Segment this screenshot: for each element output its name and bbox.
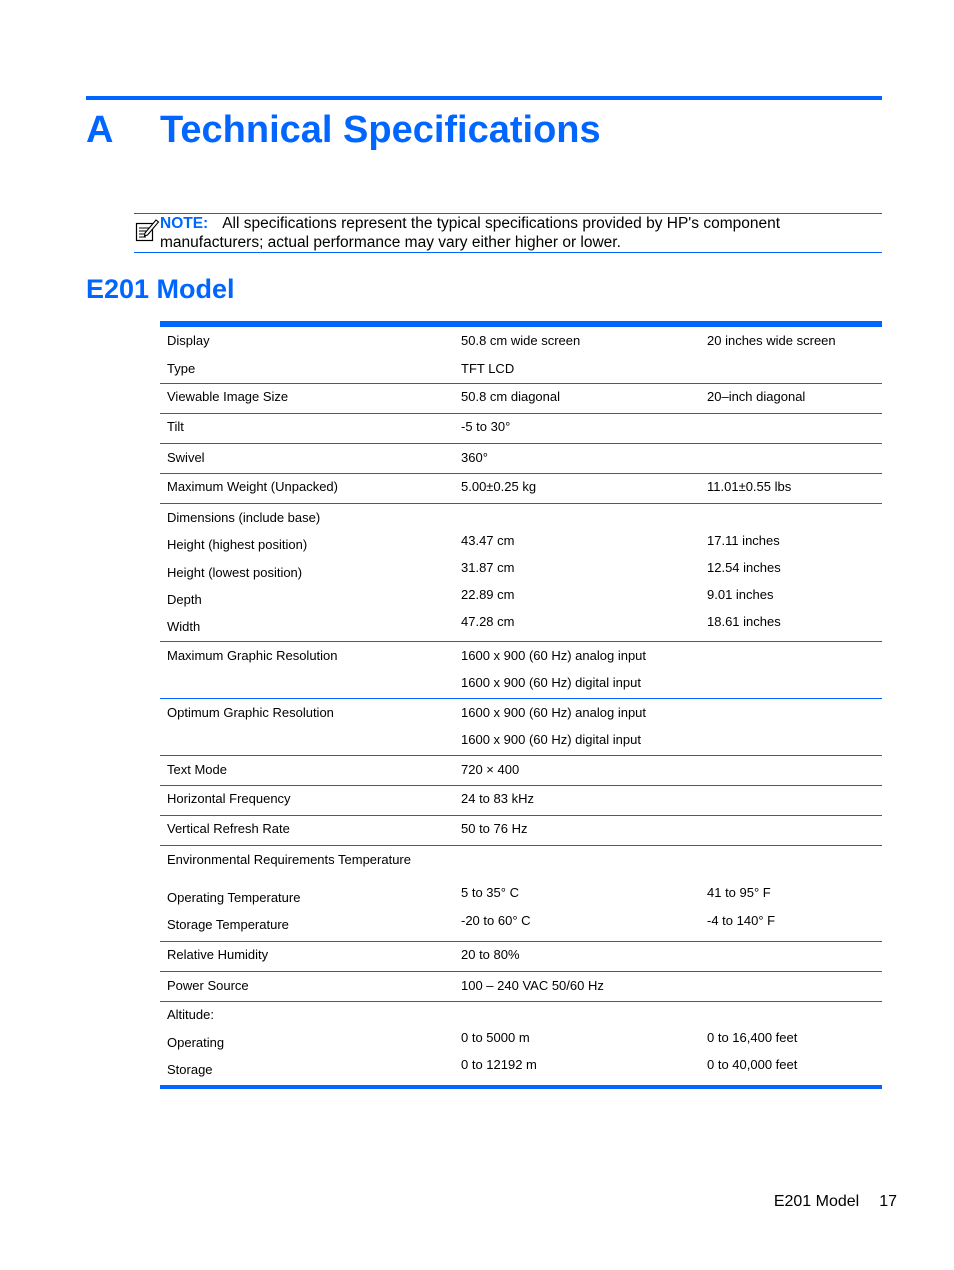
spec-sublabel: Width [167, 619, 201, 634]
spec-metric: 1600 x 900 (60 Hz) digital input [461, 675, 641, 690]
spec-imperial: 17.11 inches [707, 533, 780, 548]
spec-metric: 0 to 12192 m [461, 1057, 537, 1072]
spec-label: Horizontal Frequency [167, 791, 291, 806]
spec-sublabel: Storage Temperature [167, 917, 289, 932]
spec-group-vrefresh [160, 815, 882, 845]
section-title: E201 Model [86, 274, 235, 304]
spec-metric: 24 to 83 kHz [461, 791, 534, 806]
spec-label: Optimum Graphic Resolution [167, 705, 334, 720]
spec-metric: 100 – 240 VAC 50/60 Hz [461, 978, 604, 993]
spec-group-display [160, 327, 882, 383]
spec-table [160, 321, 882, 1089]
spec-metric: 50 to 76 Hz [461, 821, 528, 836]
chapter-top-rule [86, 96, 882, 100]
spec-imperial: 12.54 inches [707, 560, 781, 575]
spec-label: Viewable Image Size [167, 389, 289, 404]
spec-label: Maximum Weight (Unpacked) [167, 479, 338, 494]
spec-label: Altitude: [167, 1007, 214, 1022]
spec-metric: 360° [461, 450, 488, 465]
spec-group-opt-resolution [160, 698, 882, 755]
spec-metric: 43.47 cm [461, 533, 515, 548]
note-text [160, 214, 880, 252]
spec-label: Swivel [167, 450, 205, 465]
spec-group-weight [160, 473, 882, 503]
page-number: 17 [879, 1193, 897, 1210]
spec-group-dimensions [160, 503, 882, 641]
spec-imperial: 41 to 95° F [707, 885, 771, 900]
chapter-title: Technical Specifications [160, 109, 601, 151]
spec-metric: 5 to 35° C [461, 885, 519, 900]
spec-metric: TFT LCD [461, 361, 515, 376]
spec-group-swivel [160, 443, 882, 473]
spec-group-tilt [160, 413, 882, 443]
spec-metric: 5.00±0.25 kg [461, 479, 537, 494]
spec-metric: 20 to 80% [461, 947, 520, 962]
spec-group-humidity [160, 941, 882, 971]
spec-imperial: 0 to 40,000 feet [707, 1057, 798, 1072]
spec-metric: 22.89 cm [461, 587, 515, 602]
spec-metric: 50.8 cm wide screen [461, 333, 581, 348]
chapter-letter: A [86, 109, 114, 151]
chapter-heading [86, 106, 601, 154]
spec-metric: 47.28 cm [461, 614, 515, 629]
spec-metric: 1600 x 900 (60 Hz) analog input [461, 648, 647, 663]
spec-metric: -20 to 60° C [461, 913, 531, 928]
spec-metric: 31.87 cm [461, 560, 515, 575]
spec-metric: -5 to 30° [461, 419, 511, 434]
spec-label: Environmental Requirements Temperature [167, 852, 411, 867]
spec-group-viewable [160, 383, 882, 413]
spec-sublabel: Depth [167, 592, 202, 607]
note-label: NOTE: [160, 215, 209, 232]
spec-metric: 0 to 5000 m [461, 1030, 530, 1045]
spec-sublabel: Height (highest position) [167, 537, 308, 552]
spec-imperial: -4 to 140° F [707, 913, 776, 928]
note-line-2: manufacturers; actual performance may vary either higher or lower. [160, 234, 621, 251]
spec-group-max-resolution [160, 641, 882, 698]
spec-label: Type [167, 361, 196, 376]
spec-group-altitude [160, 1001, 882, 1085]
spec-imperial: 18.61 inches [707, 614, 781, 629]
spec-imperial: 0 to 16,400 feet [707, 1030, 798, 1045]
spec-label: Dimensions (include base) [167, 510, 321, 525]
spec-group-hfreq [160, 785, 882, 815]
spec-label: Tilt [167, 419, 184, 434]
spec-label: Power Source [167, 978, 249, 993]
spec-sublabel: Operating Temperature [167, 890, 301, 905]
spec-sublabel: Storage [167, 1062, 213, 1077]
note-line-1: All specifications represent the typical specifications provided by HP's component [222, 215, 781, 232]
spec-metric: 1600 x 900 (60 Hz) digital input [461, 732, 641, 747]
spec-group-text-mode [160, 755, 882, 785]
spec-metric: 50.8 cm diagonal [461, 389, 561, 404]
spec-imperial: 11.01±0.55 lbs [707, 479, 792, 494]
spec-label: Maximum Graphic Resolution [167, 648, 338, 663]
footer-section: E201 Model [773, 1193, 860, 1210]
spec-sublabel: Height (lowest position) [167, 565, 303, 580]
spec-label: Display [167, 333, 210, 348]
page-footer [774, 1192, 897, 1212]
spec-label: Text Mode [167, 762, 227, 777]
spec-metric: 1600 x 900 (60 Hz) analog input [461, 705, 647, 720]
spec-group-environment [160, 845, 882, 941]
spec-metric: 720 × 400 [461, 762, 520, 777]
table-bottom-rule [160, 1085, 882, 1089]
spec-imperial: 20 inches wide screen [707, 333, 836, 348]
note-icon [134, 217, 160, 243]
spec-label: Relative Humidity [167, 947, 269, 962]
spec-group-power [160, 971, 882, 1001]
note-box [134, 213, 882, 253]
spec-imperial: 9.01 inches [707, 587, 774, 602]
spec-label: Vertical Refresh Rate [167, 821, 290, 836]
spec-imperial: 20–inch diagonal [707, 389, 806, 404]
spec-sublabel: Operating [167, 1035, 225, 1050]
